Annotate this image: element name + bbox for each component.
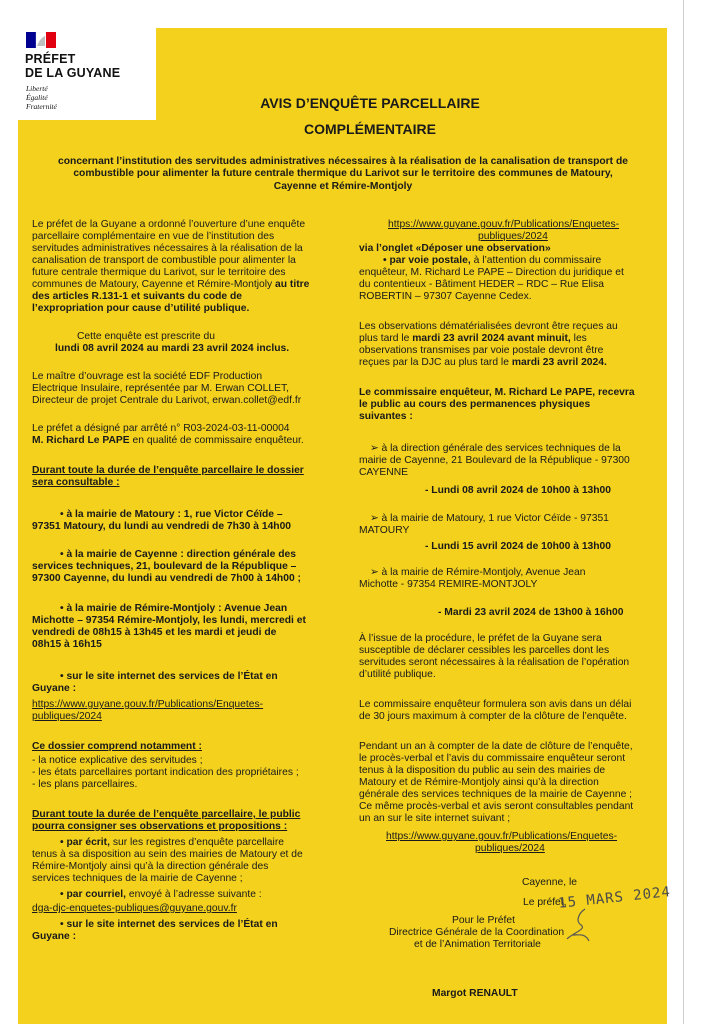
intro-text: parcellaire complémentaire en vue de l’institution des <box>32 231 275 242</box>
location-cayenne: services techniques, 21, boulevard de la République – <box>32 561 297 572</box>
issue-text: susceptible de déclarer cessibles les parcelles dont les <box>359 645 610 656</box>
permanence-cayenne-date: - Lundi 08 avril 2024 de 10h00 à 13h00 <box>425 485 612 496</box>
observation-web-link[interactable]: publiques/2024 <box>478 231 548 242</box>
observation-web-link[interactable]: https://www.guyane.gouv.fr/Publications/Enquetes- <box>388 219 620 230</box>
issue-text: servitudes seront nécessaires à la réalisation de l’opération <box>359 657 630 668</box>
date-stamp: 15 MARS 2024 <box>557 884 672 912</box>
permanence-cayenne: ➢ à la direction générale des services techniques de la <box>370 443 621 454</box>
postal-text: du contentieux - Bâtiment HEDER – RDC – Rue Elisa <box>359 279 604 290</box>
subtitle-line: combustible pour alimenter la future centrale thermique du Larivot sur le territoire des communes de Matoury, <box>73 168 613 179</box>
dossier-item: - la notice explicative des servitudes ; <box>32 755 203 766</box>
consultation-heading: sera consultable : <box>32 477 120 488</box>
availability-text: un an sur le site internet suivant ; <box>359 813 511 824</box>
prefecture-title: PRÉFET DE LA GUYANE <box>25 52 121 80</box>
prefecture-logo <box>18 28 156 120</box>
availability-text: Matoury et de Rémire-Montjoly ainsi qu’à la direction <box>359 777 599 788</box>
location-remire: • à la mairie de Rémire-Montjoly : Avenue Jean <box>60 603 288 614</box>
commissioner-text: Le préfet a désigné par arrêté n° R03-2024-03-11-00004 <box>32 423 290 434</box>
signature-scribble-icon <box>555 905 595 945</box>
observation-written: tenus à sa disposition au sein des mairies de Matoury et de <box>32 849 303 860</box>
website-link[interactable]: publiques/2024 <box>32 711 102 722</box>
observations-heading: pourra consigner ses observations et propositions : <box>32 821 288 832</box>
permanences-heading: Le commissaire enquêteur, M. Richard Le PAPE, recevra <box>359 387 635 398</box>
location-cayenne: 97300 Cayenne, du lundi au vendredi de 7h00 à 14h00 ; <box>32 573 301 584</box>
availability-text: Pendant un an à compter de la date de clôture de l’enquête, <box>359 741 633 752</box>
postal-text: • par voie postale, à l’attention du commissaire <box>383 255 602 266</box>
availability-text: générale des services techniques de la mairie de Cayenne ; <box>359 789 633 800</box>
subtitle-line: concernant l’institution des servitudes administratives nécessaires à la réalisation de la canalisation de transport de <box>58 156 628 167</box>
republic-motto: Liberté Égalité Fraternité <box>26 84 57 111</box>
period-dates: lundi 08 avril 2024 au mardi 23 avril 2024 inclus. <box>55 343 290 354</box>
observation-web: Guyane : <box>32 931 77 942</box>
permanences-heading: suivantes : <box>359 411 413 422</box>
availability-text: tenus à la disposition du public au sein des mairies de <box>359 765 606 776</box>
website-link[interactable]: https://www.guyane.gouv.fr/Publications/Enquetes- <box>32 699 264 710</box>
dossier-item: - les plans parcellaires. <box>32 779 138 790</box>
deadline-text: plus tard le mardi 23 avril 2024 avant minuit, les <box>359 333 587 344</box>
postal-text: enquêteur, M. Richard Le PAPE – Direction du juridique et <box>359 267 624 278</box>
permanence-cayenne: mairie de Cayenne, 21 Boulevard de la République - 97300 <box>359 455 630 466</box>
deadline-text: observations transmises par voie postale devront être <box>359 345 604 356</box>
owner-text: Directeur de projet Centrale du Larivot, erwan.collet@edf.fr <box>32 395 302 406</box>
notice-title: AVIS D’ENQUÊTE PARCELLAIRE <box>260 95 480 111</box>
observation-written: Rémire-Montjoly ainsi qu’à la direction générale des <box>32 861 269 872</box>
permanence-matoury: ➢ à la mairie de Matoury, 1 rue Victor Céïde - 97351 <box>370 513 609 524</box>
permanence-matoury-date: - Lundi 15 avril 2024 de 10h00 à 13h00 <box>425 541 612 552</box>
intro-text: Le préfet de la Guyane a ordonné l’ouverture d’une enquête <box>32 219 306 230</box>
signature-line: Pour le Préfet <box>452 915 515 926</box>
dossier-heading: Ce dossier comprend notamment : <box>32 741 202 752</box>
observations-heading: Durant toute la durée de l’enquête parcellaire, le public <box>32 809 301 820</box>
subtitle-line: Cayenne et Rémire-Montjoly <box>273 181 413 192</box>
observation-web: • sur le site internet des services de l’État en <box>60 919 278 930</box>
owner-text: Le maître d’ouvrage est la société EDF Production <box>32 371 263 382</box>
permanences-heading: le public au cours des permanences physiques <box>359 399 591 410</box>
dossier-item: - les états parcellaires portant indication des propriétaires ; <box>32 767 299 778</box>
location-cayenne: • à la mairie de Cayenne : direction générale des <box>60 549 296 560</box>
availability-text: le procès-verbal et l’avis du commissaire enquêteur seront <box>359 753 626 764</box>
issue-text: À l’issue de la procédure, le préfet de la Guyane sera <box>359 633 602 644</box>
availability-link[interactable]: https://www.guyane.gouv.fr/Publications/Enquetes- <box>386 831 618 842</box>
location-matoury: 97351 Matoury, du lundi au vendredi de 7h30 à 14h00 <box>32 521 292 532</box>
permanence-cayenne: CAYENNE <box>359 467 409 478</box>
intro-text: canalisation de transport de combustible pour alimenter la <box>32 255 296 266</box>
signer-name: Margot RENAULT <box>432 988 518 999</box>
postal-text: ROBERTIN – 97307 Cayenne Cedex. <box>359 291 532 302</box>
observation-tab-label: via l’onglet «Déposer une observation» <box>359 243 551 254</box>
observation-written: • par écrit, sur les registres d’enquête parcellaire <box>60 837 284 848</box>
observation-email-link[interactable]: dga-djc-enquetes-publiques@guyane.gouv.fr <box>32 903 237 914</box>
intro-text: future centrale thermique du Larivot, sur le territoire des <box>32 267 286 278</box>
intro-text: des articles R.131-1 et suivants du code de <box>32 291 243 302</box>
permanence-matoury: MATOURY <box>359 525 410 536</box>
intro-text: communes de Matoury, Cayenne et Rémire-Montjoly au titre <box>32 279 310 290</box>
intro-text: servitudes administratives nécessaires à la réalisation de la <box>32 243 303 254</box>
signature-line: Directrice Générale de la Coordination <box>389 927 565 938</box>
signature-place: Cayenne, le <box>522 877 577 888</box>
commissioner-text: M. Richard Le PAPE en qualité de commissaire enquêteur. <box>32 435 304 446</box>
notice-title-line2: COMPLÉMENTAIRE <box>304 121 436 137</box>
permanence-remire: Michotte - 97354 REMIRE-MONTJOLY <box>359 579 538 590</box>
location-remire: vendredi de 08h15 à 13h45 et les mardi et jeudi de <box>32 627 277 638</box>
permanence-remire-date: - Mardi 23 avril 2024 de 13h00 à 16h00 <box>438 607 624 618</box>
availability-link[interactable]: publiques/2024 <box>475 843 545 854</box>
deadline-text: reçues par la DJC au plus tard le mardi 23 avril 2024. <box>359 357 607 368</box>
consultation-heading: Durant toute la durée de l’enquête parcellaire le dossier <box>32 465 304 476</box>
marianne-flag-icon <box>26 32 56 48</box>
permanence-remire: ➢ à la mairie de Rémire-Montjoly, Avenue Jean <box>370 567 586 578</box>
website-item: • sur le site internet des services de l’État en <box>60 671 278 682</box>
period-text: Cette enquête est prescrite du <box>77 331 215 342</box>
availability-text: Ce même procès-verbal et avis seront consultables pendant <box>359 801 634 812</box>
page-edge <box>683 0 684 1024</box>
signature-line: et de l’Animation Territoriale <box>414 939 541 950</box>
intro-text: l’expropriation pour cause d’utilité publique. <box>32 303 250 314</box>
observation-email: • par courriel, envoyé à l’adresse suivante : <box>60 889 262 900</box>
location-remire: 08h15 à 16h15 <box>32 639 102 650</box>
signature-prefet: Le préfet, <box>523 897 567 908</box>
observation-written: services techniques de la mairie de Cayenne ; <box>32 873 243 884</box>
issue-text: d’utilité publique. <box>359 669 436 680</box>
website-item: Guyane : <box>32 683 77 694</box>
location-matoury: • à la mairie de Matoury : 1, rue Victor Céïde – <box>60 509 283 520</box>
owner-text: Electrique Insulaire, représentée par M. Erwan COLLET, <box>32 383 289 394</box>
opinion-text: de 30 jours maximum à compter de la clôture de l’enquête. <box>359 711 627 722</box>
deadline-text: Les observations dématérialisées devront être reçues au <box>359 321 618 332</box>
opinion-text: Le commissaire enquêteur formulera son avis dans un délai <box>359 699 632 710</box>
location-remire: Michotte – 97354 Rémire-Montjoly, les lundi, mercredi et <box>32 615 306 626</box>
